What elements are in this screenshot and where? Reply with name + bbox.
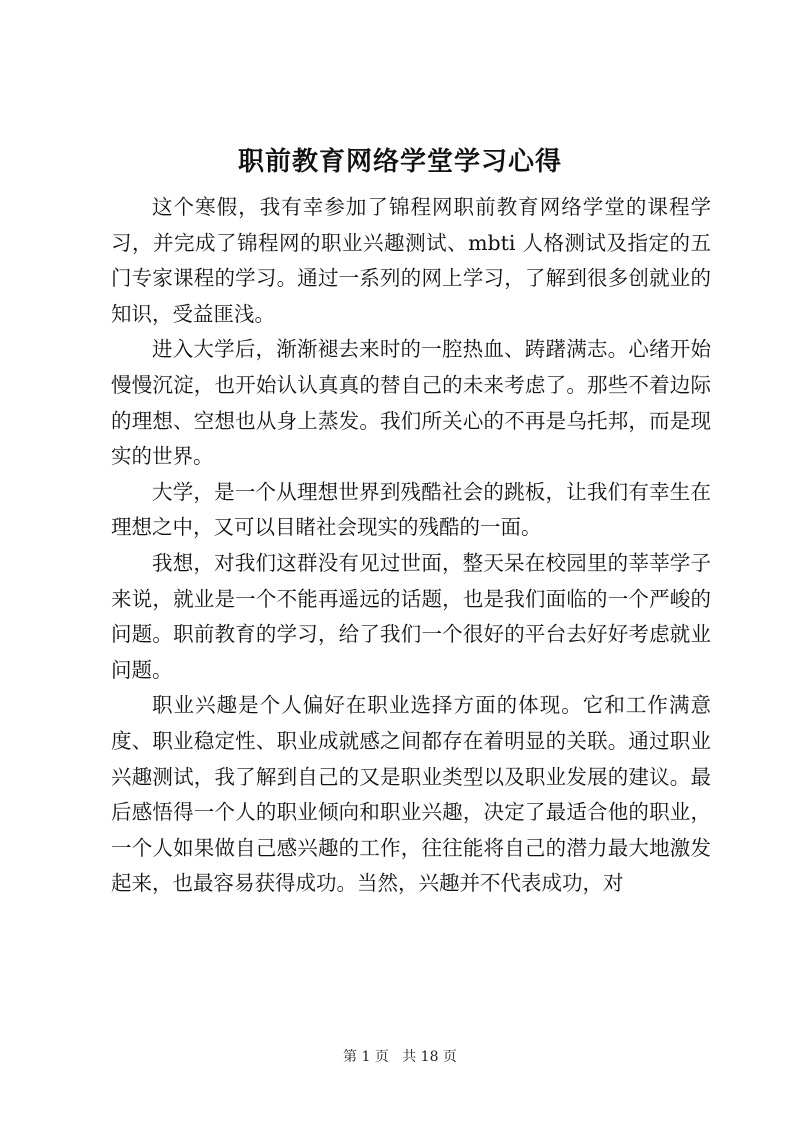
document-body: [111, 190, 711, 902]
paragraph-4: 我想，对我们这群没有见过世面，整天呆在校园里的莘莘学子来说，就业是一个不能再遥远的话题，也是我们面临的一个严峻的问题。职前教育的学习，给了我们一个很好的平台去好好考虑就业问题。: [111, 550, 711, 682]
page-footer: [0, 1047, 800, 1067]
page-number: 第 1 页: [343, 1049, 389, 1065]
paragraph-5: 职业兴趣是个人偏好在职业选择方面的体现。它和工作满意度、职业稳定性、职业成就感之间都存在着明显的关联。通过职业兴趣测试，我了解到自己的又是职业类型以及职业发展的建议。最后感悟得一个人的职业倾向和职业兴趣，决定了最适合他的职业，一个人如果做自己感兴趣的工作，往往能将自己的潜力最大地激发起来，也最容易获得成功。当然，兴趣并不代表成功，对: [111, 693, 711, 896]
page-total: 共 18 页: [402, 1049, 457, 1065]
document-title: 职前教育网络学堂学习心得: [237, 147, 562, 177]
paragraph-1: 这个寒假，我有幸参加了锦程网职前教育网络学堂的课程学习，并完成了锦程网的职业兴趣测试、mbti 人格测试及指定的五门专家课程的学习。通过一系列的网上学习，了解到很多创就业的知识，受益匪浅。: [111, 195, 711, 326]
paragraph-3: 大学，是一个从理想世界到残酷社会的跳板，让我们有幸生在理想之中，又可以目睹社会现实的残酷的一面。: [111, 479, 711, 540]
paragraph-2: 进入大学后，渐渐褪去来时的一腔热血、踌躇满志。心绪开始慢慢沉淀，也开始认认真真的替自己的未来考虑了。那些不着边际的理想、空想也从身上蒸发。我们所关心的不再是乌托邦，而是现实的世界。: [111, 337, 711, 469]
